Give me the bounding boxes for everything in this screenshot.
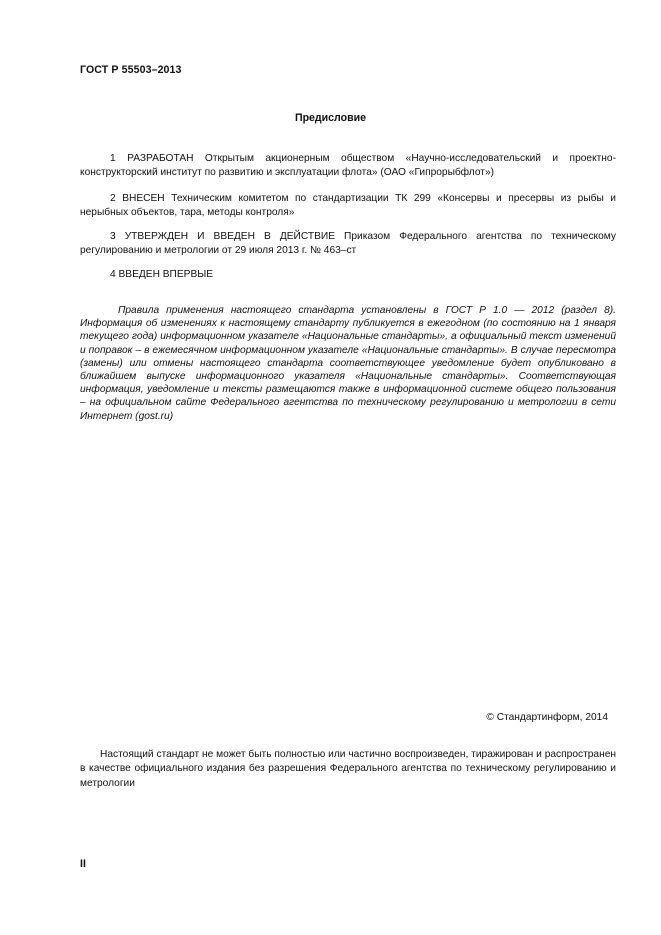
paragraph-introduced-by: 2 ВНЕСЕН Техническим комитетом по стандартизации ТК 299 «Консервы и пресервы из рыбы и нерыбных объектов, тара, методы контроля» xyxy=(80,193,616,219)
paragraph-developed-by: 1 РАЗРАБОТАН Открытым акционерным обществом «Научно-исследовательский и проектно-конструкторский институт по развитию и эксплуатации флота» (ОАО «Гипрорыбфлот») xyxy=(80,153,616,179)
section-title: Предисловие xyxy=(294,112,367,124)
standard-code-header: ГОСТ Р 55503–2013 xyxy=(80,64,182,76)
reproduction-notice: Настоящий стандарт не может быть полностью или частично воспроизведен, тиражирован и распространен в качестве официального издания без разрешения Федерального агентства по техническому регулированию и метрологии xyxy=(80,749,616,789)
page-number: II xyxy=(80,858,86,870)
paragraph-approved: 3 УТВЕРЖДЕН И ВВЕДЕН В ДЕЙСТВИЕ Приказом Федерального агентства по техническому регулированию и метрологии от 29 июля 2013 г. № 463–ст xyxy=(80,231,616,257)
application-rules-notice: Правила применения настоящего стандарта установлены в ГОСТ Р 1.0 — 2012 (раздел 8). Информация об изменениях к настоящему стандарту публикуется в ежегодном (по состоянию на 1 января текущего года) информационном указателе «Национальные стандарты», а официальный текст изменений и поправок – в ежемесячном информационном указателе «Национальные стандарты». В случае пересмотра (замены) или отмены настоящего стандарта соответствующее уведомление будет опубликовано в ближайшем выпуске информационного указателя «Национальные стандарты». Соответствующая информация, уведомление и тексты размещаются также в информационной системе общего пользования – на официальном сайте Федерального агентства по техническому регулированию и метрологии в сети Интернет (gost.ru) xyxy=(80,305,616,422)
copyright-line: © Стандартинформ, 2014 xyxy=(486,712,608,723)
paragraph-first-introduced: 4 ВВЕДЕН ВПЕРВЫЕ xyxy=(110,269,214,280)
